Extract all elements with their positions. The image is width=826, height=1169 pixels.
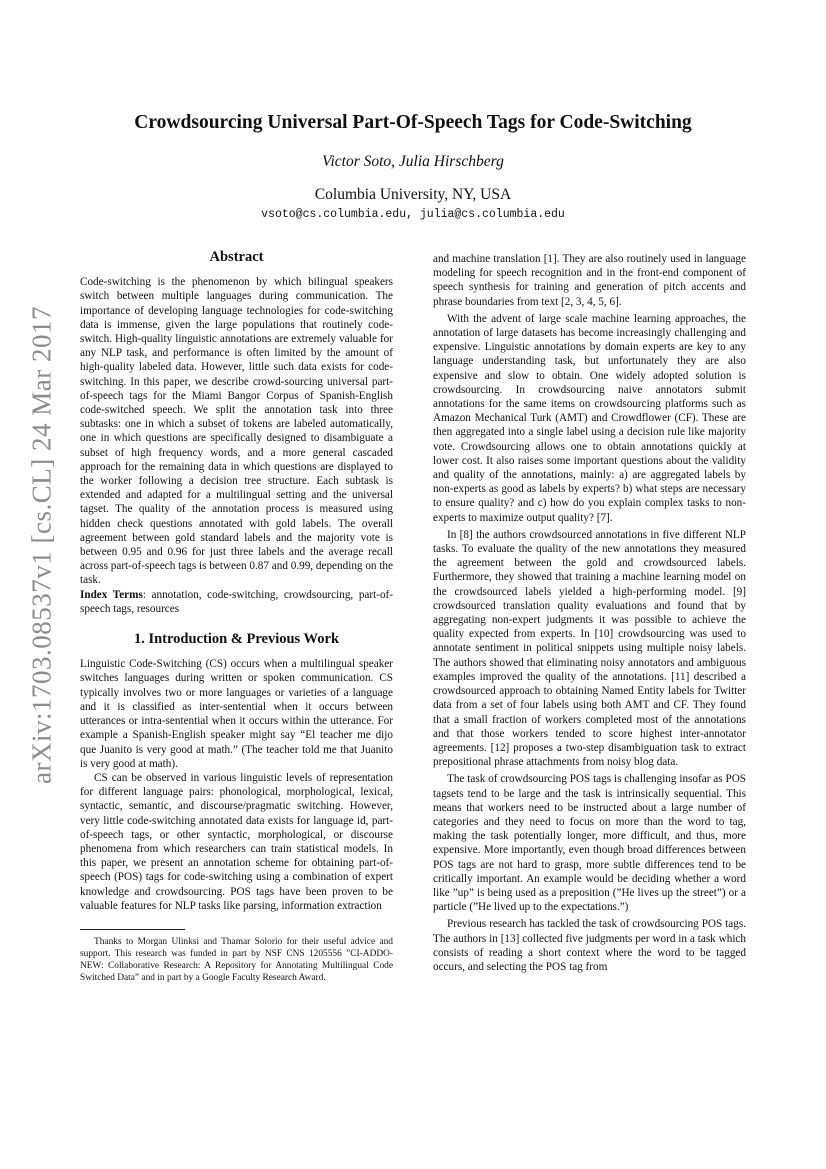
- intro-paragraph-2: CS can be observed in various linguistic levels of representation for different language pairs: phonological, morphological, lexical, syntactic, semantic, and discourse/pragmatic switching. However, very little code-switching annotated data exists for language id, part-of-speech tags, or other syntactic, morphological, or discourse phenomena from which researchers can train statistical models. In this paper, we present an annotation scheme for obtaining part-of-speech (POS) tags for code-switching using a combination of expert knowledge and crowdsourcing. POS tags have been proven to be valuable features for NLP tasks like parsing, information extraction: [80, 771, 393, 912]
- intro-paragraph-1: Linguistic Code-Switching (CS) occurs when a multilingual speaker switches languages during written or spoken communication. CS typically involves two or more languages or varieties of a language and it is classified as inter-sentential when it occurs between utterances or intra-sentential when it occurs within the utterance. For example a Spanish-English speaker might say “El teacher me dijo que Juanito is very good at math.” (The teacher told me that Juanito is very good at math).: [80, 658, 393, 770]
- arxiv-sidebar-stamp: [14, 306, 70, 784]
- paper-authors: Victor Soto, Julia Hirschberg: [322, 153, 504, 170]
- intro-paragraph-5: In [8] the authors crowdsourced annotations in five different NLP tasks. To evaluate the quality of the new annotations they measured the agreement between the gold and crowdsourced labels. Furthermore, they showed that training a machine learning model on the crowdsourced labels yielded a high-performing model. [9] crowdsourced translation quality evaluations and found that by aggregating non-expert judgments it was possible to achieve the quality expected from experts. In [10] crowdsourcing was used to annotate sentiment in political snippets using multiple noisy labels. The authors showed that eliminating noisy annotators and ambiguous examples improved the quality of the annotations. [11] described a crowdsourced approach to obtaining Named Entity labels for Twitter data from a set of four labels using both AMT and CF. They found that a small fraction of workers completed most of the annotations and that those workers tended to score highest inter-annotator agreements. [12] proposes a two-step disambiguation task to extract prepositional phrase attachments from noisy blog data.: [433, 528, 746, 769]
- intro-heading: 1. Introduction & Previous Work: [133, 631, 340, 648]
- index-terms-label: Index Terms: [80, 588, 143, 601]
- footnote-rule: [80, 929, 185, 930]
- index-terms: [80, 588, 393, 616]
- right-column: [433, 252, 746, 974]
- intro-paragraph-4: With the advent of large scale machine learning approaches, the annotation of large datasets has become increasingly challenging and expensive. Linguistic annotations by domain experts are key to any language understanding task, but unfortunately they are also expensive and slow to obtain. One widely adopted solution is crowdsourcing. In crowdsourcing naive annotators submit annotations for the same items on crowdsourcing platforms such as Amazon Mechanical Turk (AMT) and Crowdflower (CF). These are then aggregated into a single label using a decision rule like majority vote. Crowdsourcing allows one to obtain annotations quickly at lower cost. It also raises some important questions about the validity and quality of the annotations, mainly: a) are aggregated labels by non-experts as good as labels by experts? b) what steps are necessary to ensure quality? and c) how do you explain complex tasks to non-experts to maximize output quality? [7].: [433, 312, 746, 524]
- intro-paragraph-6: The task of crowdsourcing POS tags is challenging insofar as POS tagsets tend to be large and the task is intrinsically sequential. This means that workers need to be instructed about a large number of categories and they need to focus on more than the word to tag, making the task potentially longer, more difficult, and thus, more expensive. More importantly, even though broad differences between POS tags are not hard to grasp, more subtle differences tend to be critically important. An example would be deciding whether a word like ”up” is being used as a preposition (”He lives up the street”) or a particle (”He lived up to the expectations.”): [433, 773, 746, 914]
- paper-title: Crowdsourcing Universal Part-Of-Speech Tags for Code-Switching: [134, 112, 692, 133]
- abstract-heading: Abstract: [209, 249, 264, 265]
- footnote-text: Thanks to Morgan Ulinksi and Thamar Solorio for their useful advice and support. This research was funded in part by NSF CNS 1205556 ”CI-ADDO-NEW: Collaborative Research: A Repository for Annotating Multilingual Code Switched Data” and in part by a Google Faculty Research Award.: [80, 936, 393, 983]
- author-emails: vsoto@cs.columbia.edu, julia@cs.columbia.edu: [261, 208, 565, 221]
- left-column: [80, 250, 393, 984]
- abstract-text: Code-switching is the phenomenon by which bilingual speakers switch between multiple languages during communication. The importance of developing language technologies for code-switching data is immense, given the large populations that routinely code-switch. High-quality linguistic annotations are extremely valuable for any NLP task, and performance is often limited by the amount of high-quality labeled data. However, little such data exists for code-switching. In this paper, we describe crowd-sourcing universal part-of-speech tags for the Miami Bangor Corpus of Spanish-English code-switched speech. We split the annotation task into three subtasks: one in which a subset of tokens are labeled automatically, one in which questions are specifically designed to disambiguate a subset of high frequency words, and a more general cascaded approach for the remaining data in which questions are displayed to the worker following a decision tree structure. Each subtask is extended and adapted for a multilingual setting and the universal tagset. The quality of the annotation process is measured using hidden check questions annotated with gold labels. The overall agreement between gold standard labels and the majority vote is between 0.95 and 0.96 for just three labels and the average recall across part-of-speech tags is between 0.87 and 0.99, depending on the task.: [80, 276, 393, 587]
- index-terms-list: : annotation, code-switching, crowdsourcing, part-of-speech tags, resources: [80, 588, 393, 615]
- intro-paragraph-7: Previous research has tackled the task of crowdsourcing POS tags. The authors in [13] collected five judgments per word in a task which consists of reading a short context where the word to be tagged occurs, and selecting the POS tag from: [433, 918, 746, 973]
- paper-affiliation: Columbia University, NY, USA: [314, 186, 512, 203]
- intro-paragraph-3: and machine translation [1]. They are also routinely used in language modeling for speech recognition and in the front-end component of speech synthesis for training and generation of pitch accents and phrase boundaries from text [2, 3, 4, 5, 6].: [433, 253, 746, 308]
- arxiv-identifier: arXiv:1703.08537v1 [cs.CL] 24 Mar 2017: [26, 306, 57, 784]
